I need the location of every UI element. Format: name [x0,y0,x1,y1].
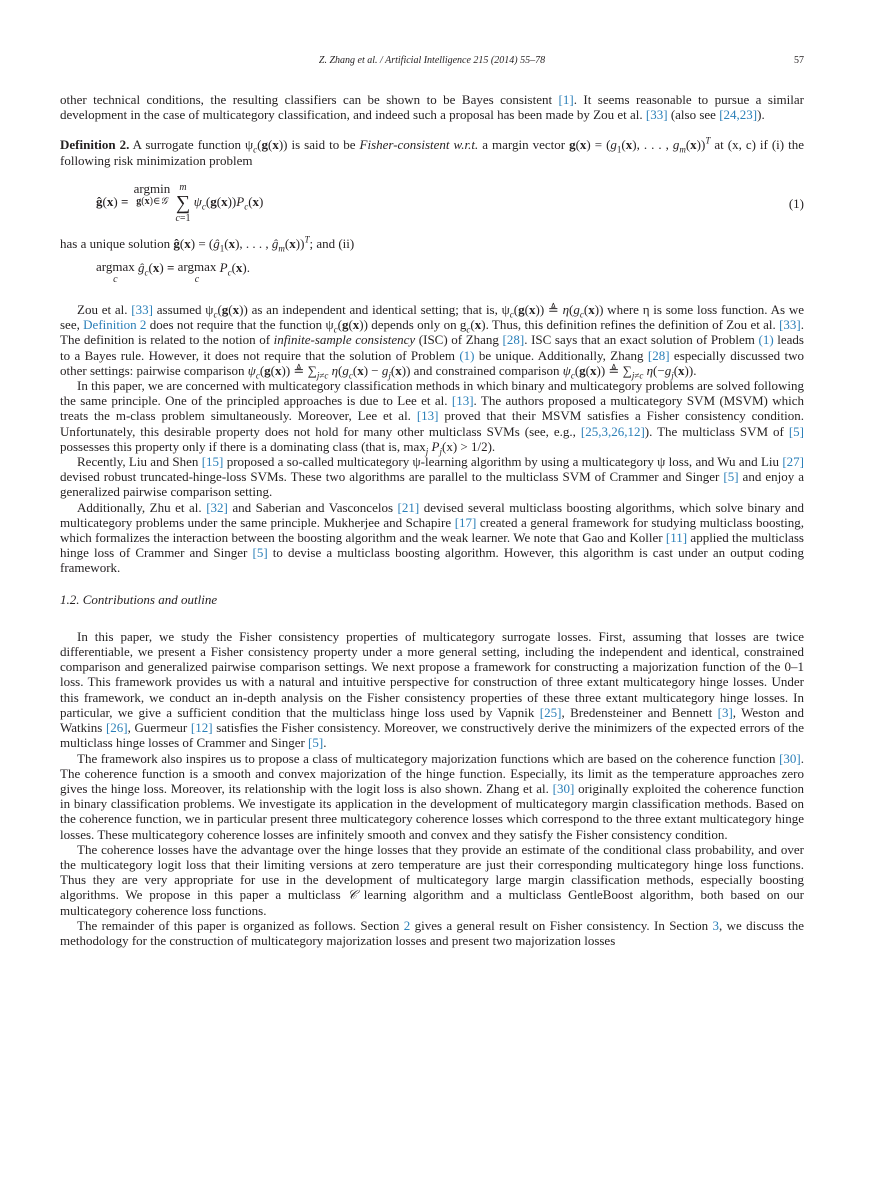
paragraph-advantages: The coherence losses have the advantage over the hinge losses that they provide an estimate of the conditional class probability, and over the multicategory logit loss that their limiting versions at zero temperature are just their corresponding multicategory hinge loss functions. Thus they are very appropriate for use in the development of multicategory large margin classification methods, especially boosting algorithms. We propose in this paper a multiclass 𝒞 learning algorithm and a multiclass GentleBoost algorithm, both based on our multicategory coherence loss functions. [60,841,804,918]
intro-paragraph: other technical conditions, the resulting classifiers can be shown to be Bayes consistent [1]. It seems reasonable to pursue a similar development in the case of multicategory classification, and indeed such a proposal has been made by Zou et al. [33] (also see [24,23]). [60,92,804,123]
citation-link[interactable]: [33] [131,302,153,318]
equation-1 [60,178,804,226]
citation-link[interactable]: [5] [252,545,268,561]
equation-condition-ii: argmax c $ĝ_c(x) = argmax$ c $P_c(x)$. [96,259,250,286]
paragraph-coherence: The framework also inspires us to propose a class of multicategory majorization functions which are based on the coherence function [30]. The coherence function is a smooth and convex majorization of the hinge function. Especially, its limit as the temperature approaches zero gives the hinge loss. Moreover, its relationship with the logit loss is also shown. Zhang et al. [30] originally exploited the coherence function in binary classification problems. We investigate its application in the development of multicategory margin classification methods. Based on the coherence function, we in particular present three multicategory coherence losses which correspond to the three extant multicategory hinge losses. These multicategory coherence losses are infinitely smooth and convex and they satisfy the Fisher consistency condition. [60,750,804,842]
paragraph-psi-learning: Recently, Liu and Shen [15] proposed a so-called multicategory ψ-learning algorithm by using a multicategory ψ loss, and Wu and Liu [27] devised robust truncated-hinge-loss SVMs. These two algorithms are parallel to the multiclass SVM of Crammer and Singer [5] and enjoy a generalized pairwise comparison setting. [60,454,804,500]
citation-link[interactable]: [5] [788,423,805,439]
definition-link[interactable]: Definition 2 [83,317,147,333]
citation-link[interactable]: [26] [105,720,128,736]
citation-link[interactable]: [11] [665,530,688,546]
section-title: 1.2. Contributions and outline [60,591,218,607]
equation-number: (1) [788,195,804,211]
citation-link[interactable]: [21] [397,499,420,515]
paragraph-msvm: In this paper, we are concerned with multicategory classification methods in which binary and multicategory problems are solved following the same principle. One of the principled approaches is due to Lee et al. [13]. The authors proposed a multicategory SVM (MSVM) which treats the m-class problem simultaneously. Moreover, Lee et al. [13] proved that their MSVM satisfies a Fisher consistency condition. Unfortunately, this desirable property does not hold for many other multiclass SVMs (see, e.g., [25,3,26,12]). The multiclass SVM of [5] possesses this property only if there is a dominating class (that is, $\max_j P_j(x) > 1/2$). [60,378,805,457]
citation-link[interactable]: [28] [502,332,525,348]
citation-link[interactable]: [33] [645,107,668,123]
paragraph-zou: Zou et al. [33] assumed $\psi_c(g(x))$ as an independent and identical setting; that is, $\psi_c(g(x))$ ≜ $\eta(g_c(x))$ where η is some loss function. As we see, Definition 2 does not require that the function $\psi_c(g(x))$ depends only on $g_c(x)$. Thus, this definition refines the definition of Zou et al. [33]. The definition is related to the notion of infinite-sample consistency (ISC) of Zhang [28]. ISC says that an exact solution of Problem (1) leads to a Bayes rule. However, it does not require that the solution of Problem (1) be unique. Additionally, Zhang [28] especially discussed two other settings: pairwise comparison $\psi_c(g(x))$ ≜ $\sum_{j\ne c}$ $\eta(g_c(x) - g_j(x))$ and constrained comparison $\psi_c(g(x))$ ≜ $\sum_{j\ne c}$ $\eta(-g_j(x))$. [60,302,804,381]
citation-link[interactable]: [32] [206,499,228,515]
paragraph-contributions: In this paper, we study the Fisher consistency properties of multicategory surrogate losses. First, assuming that losses are twice differentiable, we present a Fisher consistency property under a more general setting, including the independent and identical, constrained comparison and generalized pairwise comparison settings. We next propose a framework for constructing a majorization function of the 0–1 loss. This framework provides us with a natural and intuitive perspective for construction of three extant multicategory hinge losses. Under this framework, we conduct an in-depth analysis on the Fisher consistency properties of these three extant multicategory hinge losses. In particular, we give a sufficient condition that the multiclass hinge loss used by Vapnik [25], Bredensteiner and Bennett [3], Weston and Watkins [26], Guermeur [12] satisfies the Fisher consistency. Moreover, we constructively derive the minimizers of the expected errors of the multiclass hinge losses of Crammer and Singer [5]. [60,628,804,751]
definition-term: Fisher-consistent w.r.t. [359,137,479,153]
paragraph-boosting: Additionally, Zhu et al. [32] and Saberian and Vasconcelos [21] devised several multiclass boosting algorithms, which solve binary and multicategory problems under the same principle. Mukherjee and Schapire [17] created a general framework for studying multiclass boosting, which formalizes the interaction between the boosting algorithm and the weak learner. We note that Gao and Koller [11] applied the multiclass hinge loss of Crammer and Singer [5] to devise a multiclass boosting algorithm. However, this algorithm is cast under an output coding framework. [60,499,804,576]
citation-link[interactable]: [25,3,26,12] [580,423,645,439]
citation-link[interactable]: [13] [451,393,474,409]
citation-link[interactable]: [15] [201,454,224,470]
equation-link[interactable]: (1) [758,332,774,348]
article-body [60,92,804,948]
citation-link[interactable]: [30] [552,780,575,796]
citation-link[interactable]: [17] [454,514,477,530]
definition-label: Definition 2. [60,137,130,153]
citation-link[interactable]: [24,23] [719,107,758,123]
equation-1-content: ĝ(x) = argmin g(x)∈𝒢 m ∑ c=1 $\psi_c(g(x))P_c(x)$ [96,180,264,224]
citation-link[interactable]: [25] [539,704,562,720]
citation-link[interactable]: [12] [190,720,213,736]
section-link[interactable]: 2 [403,917,411,933]
citation-link[interactable]: [28] [647,347,670,363]
equation-link[interactable]: (1) [459,347,475,363]
citation-link[interactable]: [27] [782,454,804,470]
definition-2: Definition 2. A surrogate function $\psi_c(g(x))$ is said to be Fisher-consistent w.r.t. a margin vector $g(x) = (g_1(x)$, . . . , $g_m(x))^T$ at (x, c) if (i) the following risk minimization problem [60,136,805,168]
paragraph-outline: The remainder of this paper is organized as follows. Section 2 gives a general result on Fisher consistency. In Section 3, we discuss the methodology for the construction of multicategory majorization losses and present two majorization losses [60,917,804,948]
citation-link[interactable]: [5] [308,735,324,751]
citation-link[interactable]: [13] [416,408,439,424]
definition-continuation: has a unique solution ĝ(x) = ($ĝ_1(x)$, . . . , $ĝ_m(x))^T$; and (ii) [60,234,355,254]
page-number: 57 [794,55,804,66]
section-link[interactable]: 3 [712,917,720,933]
running-title: Z. Zhang et al. / Artificial Intelligence 215 (2014) 55–78 [318,55,546,66]
citation-link[interactable]: [33] [779,317,801,333]
citation-link[interactable]: [5] [723,469,739,485]
citation-link[interactable]: [3] [717,704,733,720]
citation-link[interactable]: [1] [558,92,574,107]
citation-link[interactable]: [30] [779,750,801,766]
